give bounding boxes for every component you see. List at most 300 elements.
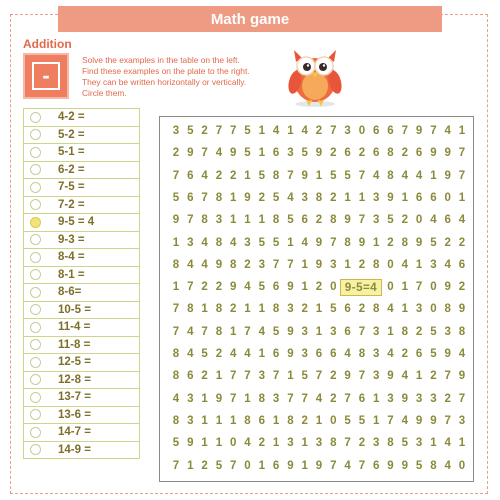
grid-digit[interactable]: 8 (344, 236, 351, 249)
grid-digit[interactable]: 1 (258, 303, 265, 316)
grid-digit[interactable]: 2 (244, 258, 251, 271)
grid-digit[interactable]: 9 (444, 147, 451, 160)
grid-digit[interactable]: 3 (372, 191, 380, 204)
grid-digit[interactable]: 9 (344, 370, 351, 383)
grid-digit[interactable]: 3 (330, 258, 337, 271)
grid-digit[interactable]: 9 (444, 348, 451, 360)
grid-digit[interactable]: 6 (258, 414, 265, 427)
grid-digit[interactable]: 3 (301, 325, 308, 338)
grid-digit[interactable]: 0 (244, 459, 251, 472)
grid-digit[interactable]: 8 (358, 348, 366, 360)
grid-digit[interactable]: 9 (244, 191, 251, 204)
grid-digit[interactable]: 2 (358, 303, 366, 316)
grid-digit[interactable]: 0 (444, 191, 451, 204)
grid-digit[interactable]: 2 (315, 125, 323, 137)
grid-digit[interactable]: 8 (401, 325, 408, 338)
example-radio[interactable] (30, 234, 41, 245)
grid-digit[interactable]: 1 (287, 370, 294, 383)
grid-digit[interactable]: 4 (187, 258, 194, 271)
grid-digit[interactable]: 3 (430, 392, 437, 405)
grid-digit[interactable]: 8 (201, 214, 208, 227)
grid-digit[interactable]: 2 (358, 258, 366, 271)
grid-digit[interactable]: 7 (201, 191, 208, 204)
grid-digit[interactable]: 3 (301, 348, 308, 360)
grid-digit[interactable]: 0 (430, 303, 437, 316)
grid-digit[interactable]: 5 (330, 169, 337, 182)
grid-digit[interactable]: 4 (201, 258, 208, 271)
grid-digit[interactable]: 3 (415, 303, 423, 316)
grid-digit[interactable]: 1 (415, 258, 423, 271)
grid-digit[interactable]: 7 (444, 414, 451, 427)
grid-digit[interactable]: 4 (172, 392, 180, 405)
grid-digit[interactable]: 4 (444, 459, 451, 472)
grid-digit[interactable]: 3 (315, 437, 323, 450)
grid-digit[interactable]: 9 (287, 281, 294, 294)
grid-digit[interactable]: 4 (401, 370, 408, 383)
grid-digit[interactable]: 2 (458, 236, 466, 249)
grid-digit[interactable]: 1 (372, 236, 380, 249)
grid-digit[interactable]: 2 (330, 370, 337, 383)
grid-digit[interactable]: 9 (229, 147, 237, 160)
grid-digit[interactable]: 5 (201, 348, 208, 360)
grid-digit[interactable]: 4 (244, 437, 251, 450)
grid-digit[interactable]: 7 (287, 258, 294, 271)
grid-digit[interactable]: 1 (258, 125, 265, 137)
grid-digit[interactable]: 9 (415, 236, 423, 249)
grid-digit[interactable]: 3 (301, 191, 308, 204)
grid-digit[interactable]: 5 (187, 125, 194, 137)
grid-digit[interactable]: 7 (215, 125, 223, 137)
grid-digit[interactable]: 9 (458, 303, 466, 316)
grid-digit[interactable]: 2 (330, 191, 337, 204)
grid-digit[interactable]: 1 (430, 437, 437, 450)
grid-digit[interactable]: 8 (401, 236, 408, 249)
grid-digit[interactable]: 5 (401, 437, 408, 450)
grid-digit[interactable]: 3 (258, 370, 265, 383)
grid-digit[interactable]: 1 (387, 325, 394, 338)
grid-digit[interactable]: 5 (344, 414, 351, 427)
grid-digit[interactable]: 4 (315, 392, 323, 405)
example-item[interactable] (23, 179, 140, 197)
grid-digit[interactable]: 6 (372, 147, 380, 160)
example-item[interactable] (23, 389, 140, 407)
grid-digit[interactable]: 8 (430, 459, 437, 472)
grid-digit[interactable]: 4 (201, 236, 208, 249)
grid-digit[interactable]: 1 (287, 236, 294, 249)
grid-digit[interactable]: 1 (244, 214, 251, 227)
grid-digit[interactable]: 2 (444, 392, 451, 405)
grid-digit[interactable]: 7 (229, 125, 237, 137)
grid-digit[interactable]: 1 (287, 125, 294, 137)
grid-digit[interactable]: 1 (215, 414, 223, 427)
grid-digit[interactable]: 6 (372, 459, 380, 472)
example-radio[interactable] (30, 147, 41, 158)
grid-digit[interactable]: 2 (201, 370, 208, 383)
example-item[interactable] (23, 232, 140, 250)
grid-digit[interactable]: 1 (244, 169, 251, 182)
example-radio[interactable] (30, 129, 41, 140)
example-item[interactable] (23, 284, 140, 302)
example-radio[interactable] (30, 112, 41, 123)
grid-digit[interactable]: 5 (330, 303, 337, 316)
grid-digit[interactable]: 7 (458, 147, 466, 160)
grid-digit[interactable]: 2 (301, 414, 308, 427)
grid-digit[interactable]: 4 (401, 258, 408, 271)
example-item[interactable] (23, 372, 140, 390)
example-item[interactable] (23, 424, 140, 442)
grid-digit[interactable]: 3 (287, 437, 294, 450)
grid-digit[interactable]: 2 (258, 437, 265, 450)
grid-digit[interactable]: 8 (215, 325, 223, 338)
grid-digit[interactable]: 2 (330, 392, 337, 405)
grid-digit[interactable]: 1 (215, 370, 223, 383)
grid-digit[interactable]: 1 (187, 459, 194, 472)
grid-digit[interactable]: 1 (458, 125, 466, 137)
grid-digit[interactable]: 7 (444, 370, 451, 383)
grid-digit[interactable]: 1 (401, 191, 408, 204)
grid-digit[interactable]: 9 (287, 348, 294, 360)
grid-digit[interactable]: 3 (415, 392, 423, 405)
grid-digit[interactable]: 9 (287, 459, 294, 472)
grid-digit[interactable]: 2 (401, 214, 408, 227)
grid-digit[interactable]: 2 (315, 281, 323, 294)
grid-digit[interactable]: 7 (458, 169, 466, 182)
grid-digit[interactable]: 9 (301, 169, 308, 182)
grid-digit[interactable]: 0 (387, 281, 394, 294)
grid-digit[interactable]: 6 (358, 392, 366, 405)
grid-digit[interactable]: 4 (244, 281, 251, 294)
grid-digit[interactable]: 9 (358, 236, 366, 249)
grid-digit[interactable]: 0 (415, 214, 423, 227)
grid-digit[interactable]: 7 (272, 258, 280, 271)
found-answer-highlight[interactable]: 9-5=4 (340, 279, 382, 296)
grid-digit[interactable]: 4 (401, 169, 408, 182)
grid-digit[interactable]: 6 (272, 348, 280, 360)
example-item[interactable] (23, 144, 140, 162)
grid-digit[interactable]: 2 (401, 348, 408, 360)
grid-digit[interactable]: 8 (258, 392, 265, 405)
grid-digit[interactable]: 3 (415, 437, 423, 450)
grid-digit[interactable]: 1 (372, 414, 380, 427)
grid-digit[interactable]: 3 (187, 236, 194, 249)
grid-digit[interactable]: 6 (187, 370, 194, 383)
grid-digit[interactable]: 9 (444, 281, 451, 294)
grid-digit[interactable]: 1 (258, 459, 265, 472)
grid-digit[interactable]: 9 (315, 258, 323, 271)
grid-digit[interactable]: 1 (201, 437, 208, 450)
grid-digit[interactable]: 4 (301, 236, 308, 249)
grid-digit[interactable]: 1 (301, 437, 308, 450)
grid-digit[interactable]: 8 (172, 370, 180, 383)
grid-digit[interactable]: 4 (344, 348, 351, 360)
grid-digit[interactable]: 5 (258, 281, 265, 294)
grid-digit[interactable]: 8 (315, 191, 323, 204)
grid-digit[interactable]: 3 (287, 303, 294, 316)
grid-digit[interactable]: 0 (387, 258, 394, 271)
grid-digit[interactable]: 9 (315, 147, 323, 160)
grid-digit[interactable]: 6 (415, 191, 423, 204)
grid-digit[interactable]: 7 (229, 370, 237, 383)
grid-digit[interactable]: 1 (301, 459, 308, 472)
grid-digit[interactable]: 3 (215, 214, 223, 227)
grid-digit[interactable]: 8 (387, 147, 394, 160)
grid-digit[interactable]: 4 (458, 214, 466, 227)
grid-digit[interactable]: 8 (330, 214, 337, 227)
grid-digit[interactable]: 5 (244, 147, 251, 160)
grid-digit[interactable]: 1 (315, 325, 323, 338)
grid-digit[interactable]: 0 (430, 281, 437, 294)
grid-digit[interactable]: 7 (201, 147, 208, 160)
grid-digit[interactable]: 1 (201, 414, 208, 427)
grid-digit[interactable]: 9 (315, 236, 323, 249)
grid-digit[interactable]: 3 (344, 125, 351, 137)
grid-digit[interactable]: 1 (258, 147, 265, 160)
grid-digit[interactable]: 7 (387, 414, 394, 427)
grid-digit[interactable]: 7 (287, 169, 294, 182)
grid-digit[interactable]: 6 (344, 325, 351, 338)
grid-digit[interactable]: 9 (172, 214, 180, 227)
grid-digit[interactable]: 1 (258, 348, 265, 360)
grid-digit[interactable]: 3 (372, 214, 380, 227)
grid-digit[interactable]: 1 (201, 392, 208, 405)
grid-digit[interactable]: 8 (387, 169, 394, 182)
grid-digit[interactable]: 4 (430, 214, 437, 227)
grid-digit[interactable]: 1 (344, 258, 351, 271)
grid-digit[interactable]: 3 (287, 147, 294, 160)
example-radio[interactable] (30, 444, 41, 455)
example-item[interactable] (23, 442, 140, 460)
grid-digit[interactable]: 5 (358, 414, 366, 427)
example-radio[interactable] (30, 269, 41, 280)
grid-digit[interactable]: 4 (344, 459, 351, 472)
grid-digit[interactable]: 3 (372, 437, 380, 450)
grid-digit[interactable]: 0 (229, 437, 237, 450)
example-radio[interactable] (30, 287, 41, 298)
example-item[interactable] (23, 249, 140, 267)
grid-digit[interactable]: 7 (358, 459, 366, 472)
grid-digit[interactable]: 5 (172, 437, 180, 450)
grid-digit[interactable]: 0 (358, 125, 366, 137)
grid-digit[interactable]: 8 (187, 303, 194, 316)
grid-digit[interactable]: 7 (244, 370, 251, 383)
grid-digit[interactable]: 8 (215, 303, 223, 316)
example-radio[interactable] (30, 164, 41, 175)
grid-digit[interactable]: 9 (458, 370, 466, 383)
example-radio[interactable] (30, 199, 41, 210)
grid-digit[interactable]: 6 (301, 214, 308, 227)
grid-digit[interactable]: 1 (315, 303, 323, 316)
grid-digit[interactable]: 7 (415, 281, 423, 294)
grid-digit[interactable]: 6 (272, 281, 280, 294)
grid-digit[interactable]: 5 (258, 236, 265, 249)
grid-digit[interactable]: 4 (287, 191, 294, 204)
example-radio[interactable] (30, 409, 41, 420)
grid-digit[interactable]: 6 (387, 125, 394, 137)
grid-digit[interactable]: 9 (287, 325, 294, 338)
grid-digit[interactable]: 7 (244, 325, 251, 338)
grid-digit[interactable]: 9 (315, 459, 323, 472)
grid-digit[interactable]: 4 (244, 348, 251, 360)
grid-digit[interactable]: 1 (229, 191, 237, 204)
grid-digit[interactable]: 1 (244, 392, 251, 405)
grid-digit[interactable]: 5 (215, 459, 223, 472)
grid-digit[interactable]: 3 (187, 414, 194, 427)
grid-digit[interactable]: 7 (358, 169, 366, 182)
grid-digit[interactable]: 7 (172, 303, 180, 316)
example-radio[interactable] (30, 304, 41, 315)
grid-digit[interactable]: 9 (415, 414, 423, 427)
grid-digit[interactable]: 2 (215, 348, 223, 360)
grid-digit[interactable]: 3 (430, 258, 437, 271)
grid-digit[interactable]: 1 (272, 437, 280, 450)
grid-digit[interactable]: 8 (172, 348, 180, 360)
grid-digit[interactable]: 2 (229, 303, 237, 316)
grid-digit[interactable]: 7 (172, 325, 180, 338)
grid-digit[interactable]: 5 (430, 236, 437, 249)
grid-digit[interactable]: 6 (315, 348, 323, 360)
grid-digit[interactable]: 2 (430, 370, 437, 383)
grid-digit[interactable]: 8 (215, 191, 223, 204)
grid-digit[interactable]: 9 (187, 147, 194, 160)
grid-digit[interactable]: 5 (387, 214, 394, 227)
grid-digit[interactable]: 9 (415, 125, 423, 137)
grid-digit[interactable]: 0 (458, 459, 466, 472)
example-radio[interactable] (30, 252, 41, 263)
grid-digit[interactable]: 8 (272, 169, 280, 182)
grid-digit[interactable]: 6 (458, 258, 466, 271)
grid-digit[interactable]: 1 (301, 281, 308, 294)
grid-digit[interactable]: 2 (315, 214, 323, 227)
grid-digit[interactable]: 5 (272, 325, 280, 338)
grid-digit[interactable]: 5 (272, 191, 280, 204)
grid-digit[interactable]: 7 (301, 392, 308, 405)
grid-digit[interactable]: 8 (387, 437, 394, 450)
grid-digit[interactable]: 7 (330, 459, 337, 472)
grid-digit[interactable]: 2 (215, 281, 223, 294)
grid-digit[interactable]: 8 (215, 236, 223, 249)
grid-digit[interactable]: 7 (287, 392, 294, 405)
grid-digit[interactable]: 9 (387, 459, 394, 472)
grid-digit[interactable]: 9 (401, 459, 408, 472)
grid-digit[interactable]: 5 (272, 236, 280, 249)
grid-digit[interactable]: 5 (415, 459, 423, 472)
grid-digit[interactable]: 8 (172, 258, 180, 271)
example-item[interactable] (23, 319, 140, 337)
grid-digit[interactable]: 2 (258, 191, 265, 204)
example-item[interactable] (23, 214, 140, 232)
grid-digit[interactable]: 7 (344, 392, 351, 405)
grid-digit[interactable]: 9 (229, 281, 237, 294)
grid-digit[interactable]: 8 (330, 437, 337, 450)
grid-digit[interactable]: 4 (372, 169, 380, 182)
grid-digit[interactable]: 8 (444, 303, 451, 316)
grid-digit[interactable]: 5 (172, 191, 180, 204)
grid-digit[interactable]: 1 (458, 191, 466, 204)
example-item[interactable] (23, 302, 140, 320)
grid-digit[interactable]: 4 (201, 169, 208, 182)
grid-digit[interactable]: 2 (172, 147, 180, 160)
grid-digit[interactable]: 3 (387, 392, 394, 405)
grid-digit[interactable]: 9 (215, 258, 223, 271)
grid-digit[interactable]: 9 (430, 414, 437, 427)
grid-digit[interactable]: 9 (401, 392, 408, 405)
grid-digit[interactable]: 2 (201, 459, 208, 472)
grid-digit[interactable]: 2 (387, 236, 394, 249)
grid-digit[interactable]: 1 (315, 414, 323, 427)
grid-digit[interactable]: 2 (301, 303, 308, 316)
grid-digit[interactable]: 3 (244, 236, 251, 249)
grid-digit[interactable]: 2 (444, 236, 451, 249)
example-item[interactable] (23, 109, 140, 127)
grid-digit[interactable]: 1 (301, 258, 308, 271)
grid-digit[interactable]: 7 (229, 459, 237, 472)
grid-digit[interactable]: 4 (301, 125, 308, 137)
grid-digit[interactable]: 2 (458, 281, 466, 294)
grid-digit[interactable]: 4 (444, 437, 451, 450)
grid-digit[interactable]: 7 (187, 281, 194, 294)
grid-digit[interactable]: 7 (172, 169, 180, 182)
grid-digit[interactable]: 1 (172, 236, 180, 249)
grid-digit[interactable]: 4 (387, 303, 394, 316)
grid-digit[interactable]: 7 (358, 325, 366, 338)
grid-digit[interactable]: 7 (430, 125, 437, 137)
grid-digit[interactable]: 6 (415, 348, 423, 360)
grid-digit[interactable]: 5 (244, 125, 251, 137)
example-radio[interactable] (30, 339, 41, 350)
grid-digit[interactable]: 2 (358, 437, 366, 450)
grid-digit[interactable]: 1 (401, 303, 408, 316)
grid-digit[interactable]: 8 (372, 303, 380, 316)
grid-digit[interactable]: 6 (187, 169, 194, 182)
grid-digit[interactable]: 4 (401, 414, 408, 427)
grid-digit[interactable]: 1 (315, 169, 323, 182)
example-radio[interactable] (30, 322, 41, 333)
grid-digit[interactable]: 1 (258, 214, 265, 227)
example-radio[interactable] (30, 392, 41, 403)
grid-digit[interactable]: 2 (358, 147, 366, 160)
grid-digit[interactable]: 4 (444, 125, 451, 137)
grid-digit[interactable]: 1 (358, 191, 366, 204)
grid-digit[interactable]: 1 (201, 303, 208, 316)
grid-digit[interactable]: 7 (201, 325, 208, 338)
grid-digit[interactable]: 6 (415, 147, 423, 160)
grid-digit[interactable]: 6 (444, 214, 451, 227)
grid-digit[interactable]: 1 (458, 437, 466, 450)
grid-digit[interactable]: 3 (372, 370, 380, 383)
grid-digit[interactable]: 5 (344, 169, 351, 182)
example-radio[interactable] (30, 427, 41, 438)
grid-digit[interactable]: 4 (187, 348, 194, 360)
grid-digit[interactable]: 2 (215, 169, 223, 182)
grid-digit[interactable]: 3 (172, 125, 180, 137)
example-item[interactable] (23, 354, 140, 372)
grid-digit[interactable]: 7 (458, 392, 466, 405)
grid-digit[interactable]: 9 (444, 169, 451, 182)
grid-digit[interactable]: 2 (415, 325, 423, 338)
grid-digit[interactable]: 6 (330, 348, 337, 360)
example-radio[interactable] (30, 374, 41, 385)
example-item[interactable] (23, 162, 140, 180)
grid-digit[interactable]: 8 (287, 414, 294, 427)
grid-digit[interactable]: 0 (330, 281, 337, 294)
grid-digit[interactable]: 1 (344, 191, 351, 204)
grid-digit[interactable]: 4 (187, 325, 194, 338)
example-radio[interactable] (30, 182, 41, 193)
example-item[interactable] (23, 197, 140, 215)
grid-digit[interactable]: 1 (430, 169, 437, 182)
grid-digit[interactable]: 2 (330, 147, 337, 160)
grid-digit[interactable]: 1 (229, 325, 237, 338)
